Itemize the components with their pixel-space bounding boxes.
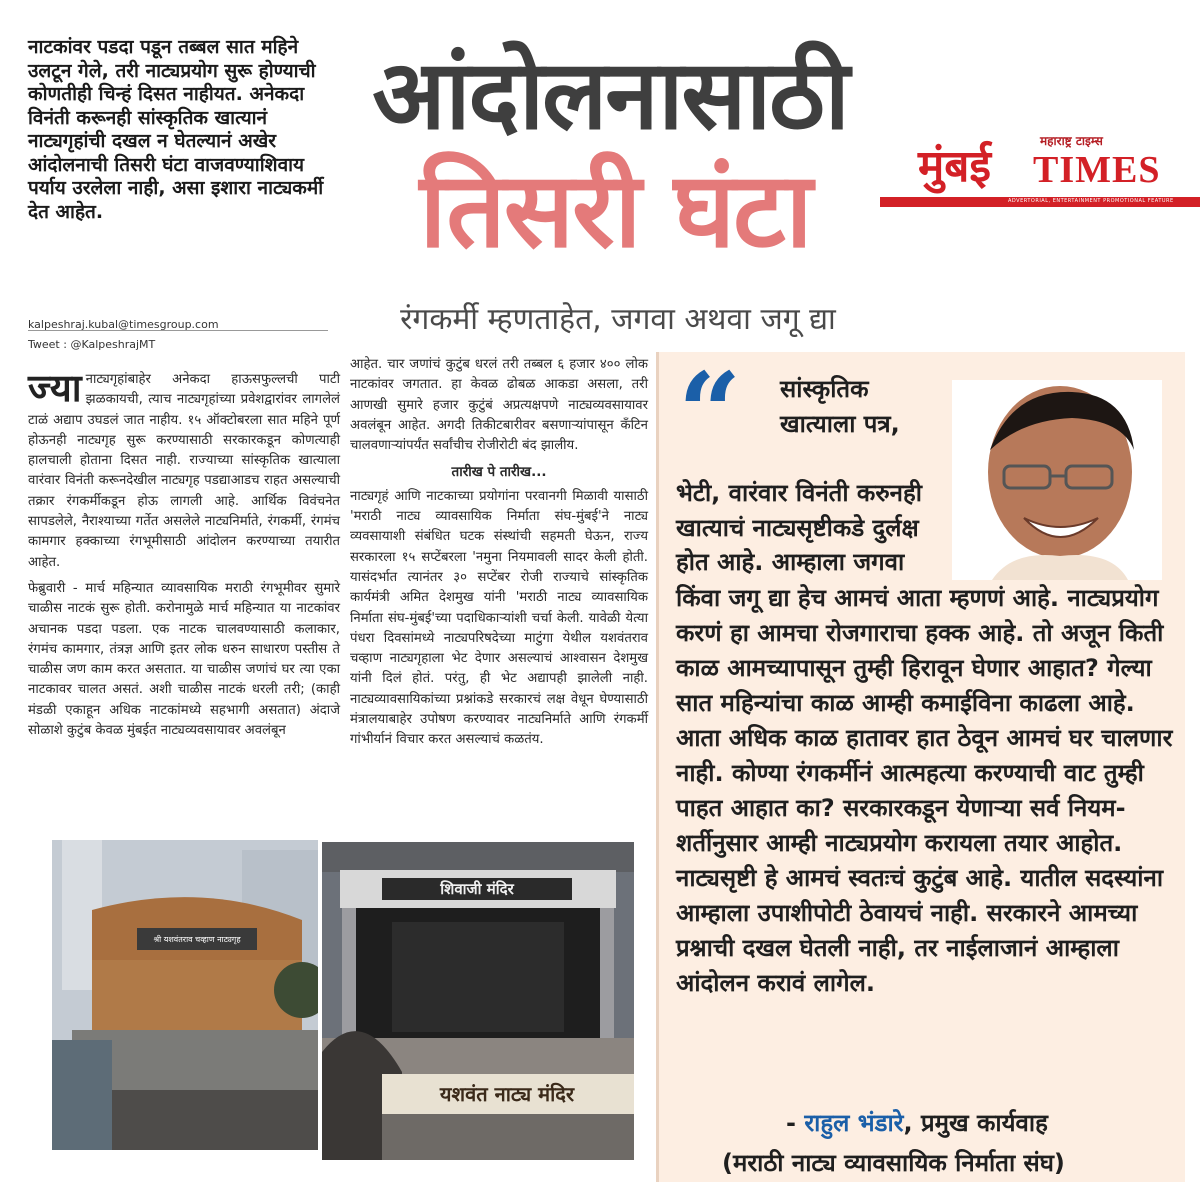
portrait-illustration <box>952 380 1162 580</box>
attribution-organization: (मराठी नाट्य व्यावसायिक निर्माता संघ) <box>722 1149 1065 1177</box>
attribution-dash: - <box>786 1109 805 1137</box>
headline-line1: आंदोलनासाठी <box>372 39 848 151</box>
quote-attribution <box>786 1106 1048 1139</box>
author-email: kalpeshraj.kubal@timesgroup.com <box>28 318 219 331</box>
photo-shivaji-yashwant-mandir <box>322 842 634 1160</box>
theatre-facade-illustration <box>322 842 634 1160</box>
theatre-building-illustration <box>52 840 318 1150</box>
dropcap: ज्या <box>28 366 82 410</box>
lede-paragraph: नाटकांवर पडदा पडून तब्बल सात महिने उलटून गेले, तरी नाट्यप्रयोग सुरू होण्याची कोणतीही चिन्हं दिसत नाहीयत. अनेकदा विनंती करूनही सांस्कृतिक खात्यानं नाट्यगृहांची दखल न घेतल्यानं अखेर आंदोलनाची तिसरी घंटा वाजवण्याशिवाय पर्याय उरलेला नाही, असा इशारा नाट्यकर्मी देत आहेत. <box>28 36 324 223</box>
article-column-1 <box>28 366 340 747</box>
building-sign-text: श्री यशवंतराव चव्हाण नाट्यगृह <box>153 935 241 944</box>
author-tweet: Tweet : @KalpeshrajMT <box>28 338 156 351</box>
article-paragraph: आहेत. चार जणांचं कुटुंब धरलं तरी तब्बल ६ हजार ४०० लोक नाटकांवर जगतात. हा केवळ ढोबळ आकडा असला, तरी आणखी सुमारे हजार कुटुंबं अप्रत्यक्षपणे नाट्यव्यवसायावर अवलंबून आहेत. अगदी तिकीटबारीवर बसणाऱ्यांपासून कँटिन चालवणाऱ्यांपर्यंत सर्वांचीच रोजीरोटी बंद झालीय. <box>350 357 648 454</box>
logo-tagline: ADVERTORIAL, ENTERTAINMENT PROMOTIONAL FEATURE <box>1008 198 1174 204</box>
attribution-role: , प्रमुख कार्यवाह <box>903 1109 1048 1137</box>
quote-text-body: किंवा जगू द्या हेच आमचं आता म्हणणं आहे. नाट्यप्रयोग करणं हा आमचा रोजगाराचा हक्क आहे. तो अजून किती काळ आमच्यापासून तुम्ही हिरावून घेणार आहात? गेल्या सात महिन्यांचा काळ आम्ही कमाईविना काढला आहे. आता अधिक काळ हातावर हात ठेवून आमचं घर चालणार नाही. कोण्या रंगकर्मीनं आत्महत्या करण्याची वाट तुम्ही पाहत आहात का? सरकारकडून येणाऱ्या सर्व नियम-शर्तीनुसार आम्ही नाट्यप्रयोग करायला तयार आहोत. नाट्यसृष्टी हे आमचं स्वतःचं कुटुंब आहे. यातील सदस्यांना आम्हाला उपाशीपोटी ठेवायचं नाही. सरकारने आमच्या प्रश्नाची दखल घेतली नाही, तर नाईलाजानं आम्हाला आंदोलन करावं लागेल. <box>676 584 1173 997</box>
logo-mumbai-text: मुंबई <box>918 141 992 192</box>
photo-yashwantrao-natyagruha <box>52 840 318 1150</box>
article-paragraph: नाट्यगृहं आणि नाटकाच्या प्रयोगांना परवानगी मिळावी यासाठी 'मराठी नाट्य व्यावसायिक निर्माता संघ-मुंबई'ने नाट्य व्यवसायाशी संबंधित घटक संस्थांची सहमती घेऊन, राज्य सरकारला १५ सप्टेंबरला 'नमुना नियमावली सादर केली होती. यासंदर्भात त्यानंतर ३० सप्टेंबर रोजी राज्याचे सांस्कृतिक कार्यमंत्री अमित देशमुख यांनी 'मराठी नाट्य व्यावसायिक निर्माता संघ-मुंबई'च्या पदाधिकाऱ्यांशी चर्चा केली. यावेळी येत्या पंधरा दिवसांमध्ये नाट्यपरिषदेच्या माटुंगा येथील यशवंतराव चव्हाण नाट्यगृहाला भेट देणार असल्याचं आश्वासन देशमुख यांनी दिलं होतं. परंतु, ही भेट अद्यापही झालेली नाही. नाट्यव्यावसायिकांच्या प्रश्नांकडे सरकारचं लक्ष वेधून घेण्यासाठी मंत्रालयाबाहेर उपोषण करण्यावर नाट्यनिर्माते आणि रंगकर्मी गांभीर्यानं विचार करत असल्याचं कळतंय. <box>350 488 648 748</box>
shivaji-mandir-sign: शिवाजी मंदिर <box>440 880 514 898</box>
quote-text-line: सांस्कृतिक खात्याला पत्र, <box>780 375 900 438</box>
quote-mark-icon: “ <box>678 348 742 477</box>
article-text: नाट्यगृहांबाहेर अनेकदा हाऊसफुल्लची पाटी झळकायची, त्याच नाट्यगृहांच्या प्रवेशद्वारांवर लागलेलं टाळं अद्याप उघडलं जात नाहीय. १५ ऑक्टोबरला सात महिने पूर्ण होऊनही नाट्यगृह सुरू करण्यासाठी सरकारकडून कोणत्याही हालचाली होताना दिसत नाही. राज्याच्या सांस्कृतिक खात्याला वारंवार विनंती करूनदेखील नाट्यगृह पडद्याआडच राहत असल्याची तक्रार रंगकर्मीकडून होऊ लागली आहे. आर्थिक विवंचनेत सापडलेले, नैराश्याच्या गर्तेत असलेले नाट्यनिर्माते, रंगकर्मी, रंगमंच कामगार हक्काच्या रंगभूमीसाठी आंदोलन करण्याच्या तयारीत आहेत. <box>28 372 340 570</box>
portrait-rahul-bhandare <box>952 380 1162 580</box>
headline-line2: तिसरी घंटा <box>419 149 811 271</box>
article-paragraph: फेब्रुवारी - मार्च महिन्यात व्यावसायिक मराठी रंगभूमीवर सुमारे चाळीस नाटकं सुरू होती. करोनामुळे मार्च महिन्यात या नाटकांवर अचानक पडदा पडला. एक नाटक चालवण्यासाठी कलाकार, रंगमंच कामगार, तंत्रज्ञ आणि इतर लोक धरुन साधारण पस्तीस ते चाळीस जण काम करत असतात. या चाळीस जणांचं घर त्या एका नाटकावर चालत असतं. अशी चाळीस नाटकं धरली तरी; (काही मंडळी एकाहून अधिक नाटकांमध्ये सहभागी असतात) अंदाजे सोळाशे कुटुंब केवळ मुंबईत नाट्यव्यवसायावर अवलंबून <box>28 580 340 739</box>
headline-subhead: रंगकर्मी म्हणताहेत, जगवा अथवा जगू द्या <box>400 302 836 337</box>
logo-marathi-text: महाराष्ट्र टाइम्स <box>1040 134 1103 148</box>
quote-text-line: भेटी, वारंवार विनंती करुनही खात्याचं नाट्यसृष्टीकडे दुर्लक्ष होत आहे. आम्हाला जगवा <box>676 479 922 576</box>
logo-times-text: TIMES <box>1033 149 1161 191</box>
yashwant-mandir-sign: यशवंत नाट्य मंदिर <box>439 1082 575 1106</box>
attribution-name: राहुल भंडारे <box>804 1109 904 1137</box>
article-subheading: तारीख पे तारीख... <box>451 464 547 481</box>
article-column-2 <box>350 355 648 757</box>
article-paragraph <box>28 366 340 573</box>
